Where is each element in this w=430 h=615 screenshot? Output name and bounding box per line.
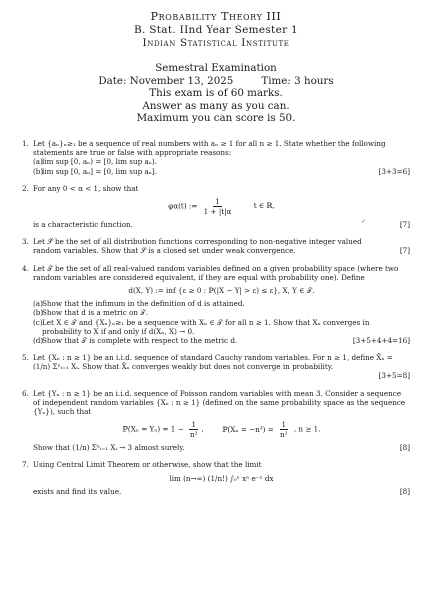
question-marks: [3+5+4+4=16]: [352, 336, 410, 346]
question-followup: is a characteristic function.: [33, 219, 133, 229]
fraction-numerator: 1: [215, 196, 220, 206]
exam-total: This exam is of 60 marks.: [149, 87, 283, 100]
display-equation: [33, 197, 410, 216]
question-marks: [3+5=8]: [378, 371, 410, 381]
fraction-denominator: n²: [280, 430, 288, 440]
question-1: [22, 139, 410, 176]
part-label: (a): [33, 157, 43, 167]
date-time-row: [22, 75, 410, 88]
exam-date: Date: November 13, 2025: [98, 74, 234, 87]
fraction-denominator: 1 + |t|α: [203, 206, 232, 216]
part-b: [33, 308, 410, 317]
question-number: 4.: [22, 263, 29, 273]
question-marks: [3+3=6]: [378, 166, 410, 176]
equation-lhs: φα(t) :=: [168, 201, 198, 211]
question-followup: Show that (1/n) Σⁿᵢ₌₁ Xᵢ → 3 almost surely.: [33, 443, 185, 453]
part-text: Show that d is a metric on 𝒯.: [42, 308, 149, 318]
part-label: (b): [33, 308, 44, 318]
question-marks: [8]: [399, 486, 410, 496]
question-4: [22, 264, 410, 346]
prob-large-jump: ℙ(Xₙ = −n³) =: [222, 424, 274, 434]
question-3: [22, 237, 410, 255]
prob-equal: ℙ(Xₙ = Yₙ) = 1 −: [122, 424, 184, 434]
question-number: 3.: [22, 237, 29, 247]
question-text: Let {aₙ}ₙ≥₁ be a sequence of real numbers with aₙ ≥ 1 for all n ≥ 1. State whether the following statements are true or false with appropriate reasons:: [33, 138, 386, 158]
part-text: lim sup [0, aₙ] = [0, lim sup aₙ].: [42, 166, 157, 176]
fraction-numerator: 1: [281, 420, 287, 430]
question-text: Using Central Limit Theorem or otherwise, show that the limit: [33, 460, 262, 470]
question-text: Let {Yₙ : n ≥ 1} be an i.i.d. sequence of Poisson random variables with mean 3. Consider a sequence of independent random variables {Xₙ : n ≥ 1} (defined on the same probability space as the sequence {Yₙ}), such that: [33, 388, 406, 417]
question-marks: [7]: [399, 219, 410, 229]
fraction-numerator: 1: [191, 420, 197, 430]
part-text: Let X ∈ 𝒯 and {Xₙ}ₙ≥₁ be a sequence with Xₙ ∈ 𝒯 for all n ≥ 1. Show that Xₙ converges in probability to X if and only if d(Xₙ, X) → 0.: [42, 317, 370, 336]
question-text: Let 𝒯 be the set of all real-valued random variables defined on a given probability space (where two random variables are considered equivalent, if they are equal with probability one). Define: [33, 263, 399, 282]
question-number: 5.: [22, 353, 29, 363]
part-b: [33, 167, 410, 176]
question-number: 2.: [22, 183, 29, 193]
part-label: (b): [33, 166, 44, 176]
question-7: [22, 460, 410, 496]
display-equation: d(X, Y) := inf {ε ≥ 0 : ℙ(|X − Y| > ε) ≤ ε}, X, Y ∈ 𝒯.: [128, 286, 315, 295]
question-text: Let {Xₙ : n ≥ 1} be an i.i.d. sequence of standard Cauchy random variables. For n ≥ 1, define X̄ₙ = (1/n) Σⁿᵢ₌₁ Xᵢ. Show that X̄ₙ converges weakly but does not converge in probability.: [33, 353, 393, 372]
part-text: Show that 𝒯 is complete with respect to the metric d.: [42, 336, 238, 346]
header: [22, 10, 410, 49]
questions: [22, 139, 410, 496]
display-equation: ℙ(Xₙ = Yₙ) = 1 − $\frac{1}{\text{n²}}$ , ℙ(Xₙ = −n³) = $\frac{1}{\text{n²}}$ , n ≥ 1.: [122, 420, 321, 440]
question-number: 6.: [22, 388, 29, 398]
part-text: Show that the infimum in the definition of d is attained.: [42, 299, 245, 309]
part-label: (d): [33, 336, 44, 346]
equation-domain: t ∈ ℝ,: [253, 201, 275, 211]
exam-name: Semestral Examination: [155, 62, 277, 74]
part-label: (a): [33, 299, 43, 309]
fraction-denominator: n²: [189, 430, 198, 440]
fraction: [188, 420, 200, 439]
display-equation: lim (n→∞) (1/n!) ∫₀ⁿ xⁿ e⁻ˣ dx: [169, 473, 274, 483]
exam-info: [22, 62, 410, 125]
part-a: [33, 157, 410, 166]
part-text: lim sup [0, aₙ) = [0, lim sup aₙ).: [42, 157, 157, 167]
exam-instruction: Answer as many as you can.: [142, 99, 290, 112]
course-title: Probability Theory III: [150, 10, 282, 23]
part-a: [33, 299, 410, 308]
question-text: Let 𝒮 be the set of all distribution functions corresponding to non-negative integer valued random variables. Show that 𝒮 is a closed set under weak convergence.: [33, 237, 362, 256]
institute-name: Indian Statistical Institute: [142, 37, 290, 49]
question-5: [22, 353, 410, 380]
question-followup: exists and find its value.: [33, 486, 122, 496]
question-marks: [8]: [399, 443, 410, 453]
program-line: B. Stat. IInd Year Semester 1: [133, 24, 299, 36]
question-text: For any 0 < α < 1, show that: [33, 183, 139, 193]
pen-mark: ✓: [360, 217, 366, 225]
question-number: 1.: [22, 138, 29, 148]
exam-time: Time: 3 hours: [261, 74, 334, 87]
question-marks: [7]: [399, 246, 410, 256]
equation-domain: , n ≥ 1.: [293, 424, 321, 434]
question-2: [22, 184, 410, 229]
fraction: [202, 197, 234, 216]
question-6: [22, 389, 410, 453]
exam-max-score: Maximum you can score is 50.: [136, 112, 296, 125]
part-label: (c): [33, 317, 43, 327]
part-c: [33, 318, 410, 336]
fraction: [278, 420, 290, 439]
question-number: 7.: [22, 460, 29, 470]
